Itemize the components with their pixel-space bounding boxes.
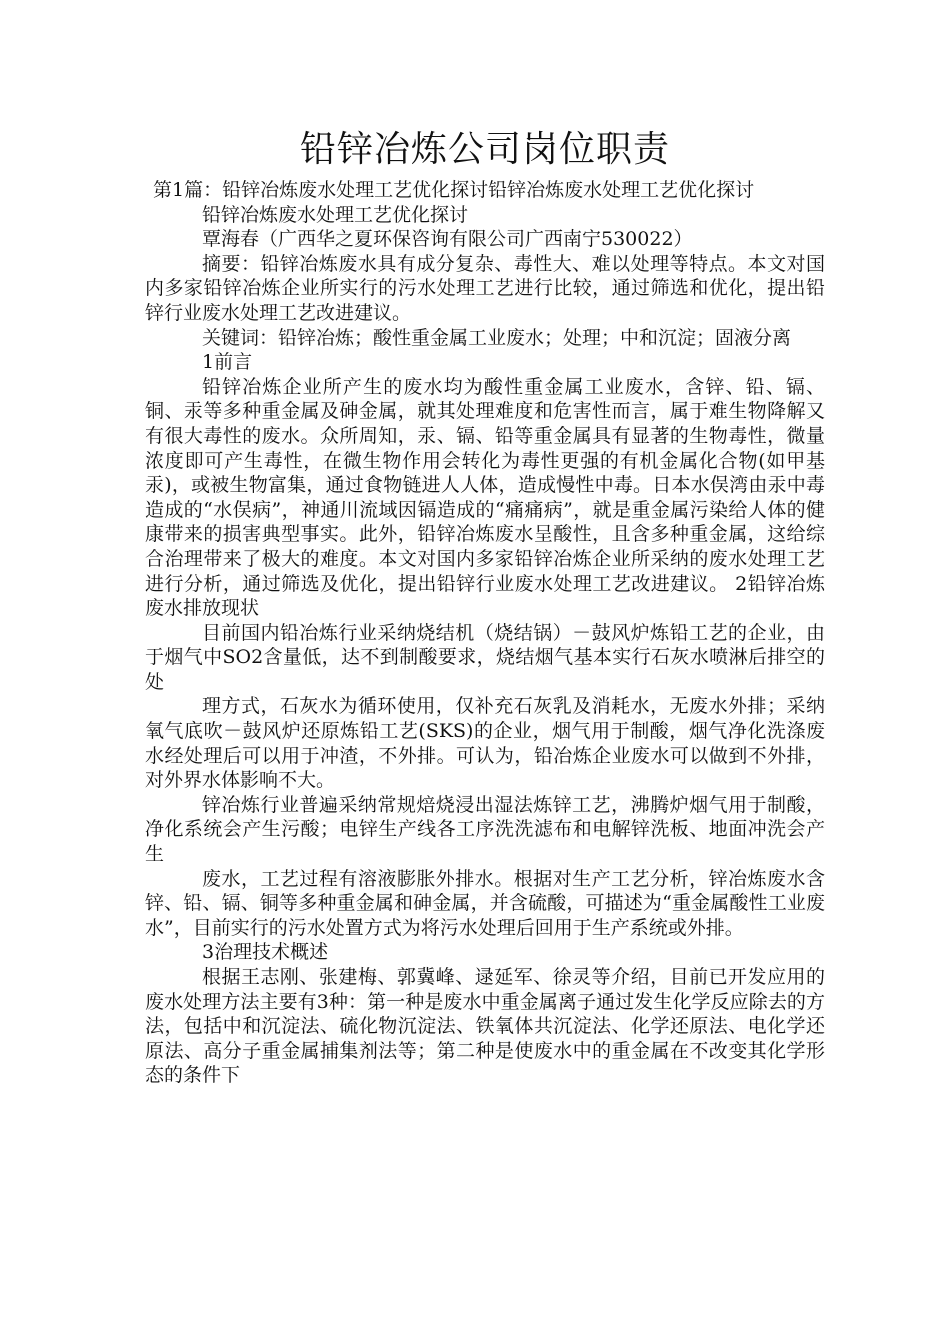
body-paragraph: 理方式，石灰水为循环使用，仅补充石灰乳及消耗水，无废水外排；采纳氧气底吹－鼓风炉还原炼铅工艺(SKS)的企业，烟气用于制酸，烟气净化洗涤废水经处理后可以用于冲渣，不外排。可认为，铅冶炼企业废水可以做到不外排，对外界水体影响不大。 bbox=[145, 695, 825, 792]
body-paragraph: 废水，工艺过程有溶液膨胀外排水。根据对生产工艺分析，锌冶炼废水含锌、铅、镉、铜等多种重金属和砷金属，并含硫酸，可描述为“重金属酸性工业废水”，目前实行的污水处置方式为将污水处理后回用于生产系统或外排。 bbox=[145, 867, 825, 939]
abstract-paragraph: 摘要：铅锌冶炼废水具有成分复杂、毒性大、难以处理等特点。本文对国内多家铅锌冶炼企业所实行的污水处理工艺进行比较，通过筛选和优化，提出铅锌行业废水处理工艺改进建议。 bbox=[145, 252, 825, 324]
body-paragraph: 根据王志刚、张建梅、郭冀峰、逯延军、徐灵等介绍，目前已开发应用的废水处理方法主要有3种：第一种是废水中重金属离子通过发生化学反应除去的方法，包括中和沉淀法、硫化物沉淀法、铁氧体共沉淀法、化学还原法、电化学还原法、高分子重金属捕集剂法等；第二种是使废水中的重金属在不改变其化学形态的条件下 bbox=[145, 966, 825, 1087]
section-heading-intro: 1前言 bbox=[202, 351, 253, 374]
document-title: 铅锌冶炼公司岗位职责 bbox=[299, 129, 670, 170]
body-paragraph: 锌冶炼行业普遍采纳常规焙烧浸出湿法炼锌工艺，沸腾炉烟气用于制酸，净化系统会产生污酸；电锌生产线各工序洗洗滤布和电解锌洗板、地面冲洗会产生 bbox=[145, 793, 825, 866]
body-paragraph: 铅锌冶炼企业所产生的废水均为酸性重金属工业废水，含锌、铅、镉、铜、汞等多种重金属及砷金属，就其处理难度和危害性而言，属于难生物降解又有很大毒性的废水。众所周知，汞、镉、铅等重金属具有显著的生物毒性，微量浓度即可产生毒性，在微生物作用会转化为毒性更强的有机金属化合物(如甲基汞)，或被生物富集，通过食物链进人人体，造成慢性中毒。日本水俣湾由汞中毒造成的“水俣病”，神通川流域因镉造成的“痛痛病”，就是重金属污染给人体的健康带来的损害典型事实。此外，铅锌冶炼废水呈酸性，且含多种重金属，这给综合治理带来了极大的难度。本文对国内多家铅锌冶炼企业所采纳的废水处理工艺进行分析，通过筛选及优化，提出铅锌行业废水处理工艺改进建议。 2铅锌冶炼废水排放现状 bbox=[145, 375, 825, 620]
section-heading-1: 第1篇：铅锌冶炼废水处理工艺优化探讨铅锌冶炼废水处理工艺优化探讨 bbox=[153, 179, 755, 201]
document-page bbox=[145, 128, 825, 1088]
keywords-paragraph: 关键词：铅锌冶炼；酸性重金属工业废水；处理；中和沉淀；固液分离 bbox=[202, 326, 792, 349]
author-line: 覃海春（广西华之夏环保咨询有限公司广西南宁530022） bbox=[202, 228, 693, 251]
section-heading-technology: 3治理技术概述 bbox=[202, 941, 329, 964]
article-title: 铅锌冶炼废水处理工艺优化探讨 bbox=[202, 203, 469, 226]
body-paragraph: 目前国内铅冶炼行业采纳烧结机（烧结锅）－鼓风炉炼铅工艺的企业，由于烟气中SO2含量低，达不到制酸要求，烧结烟气基本实行石灰水喷淋后排空的处 bbox=[145, 621, 825, 693]
